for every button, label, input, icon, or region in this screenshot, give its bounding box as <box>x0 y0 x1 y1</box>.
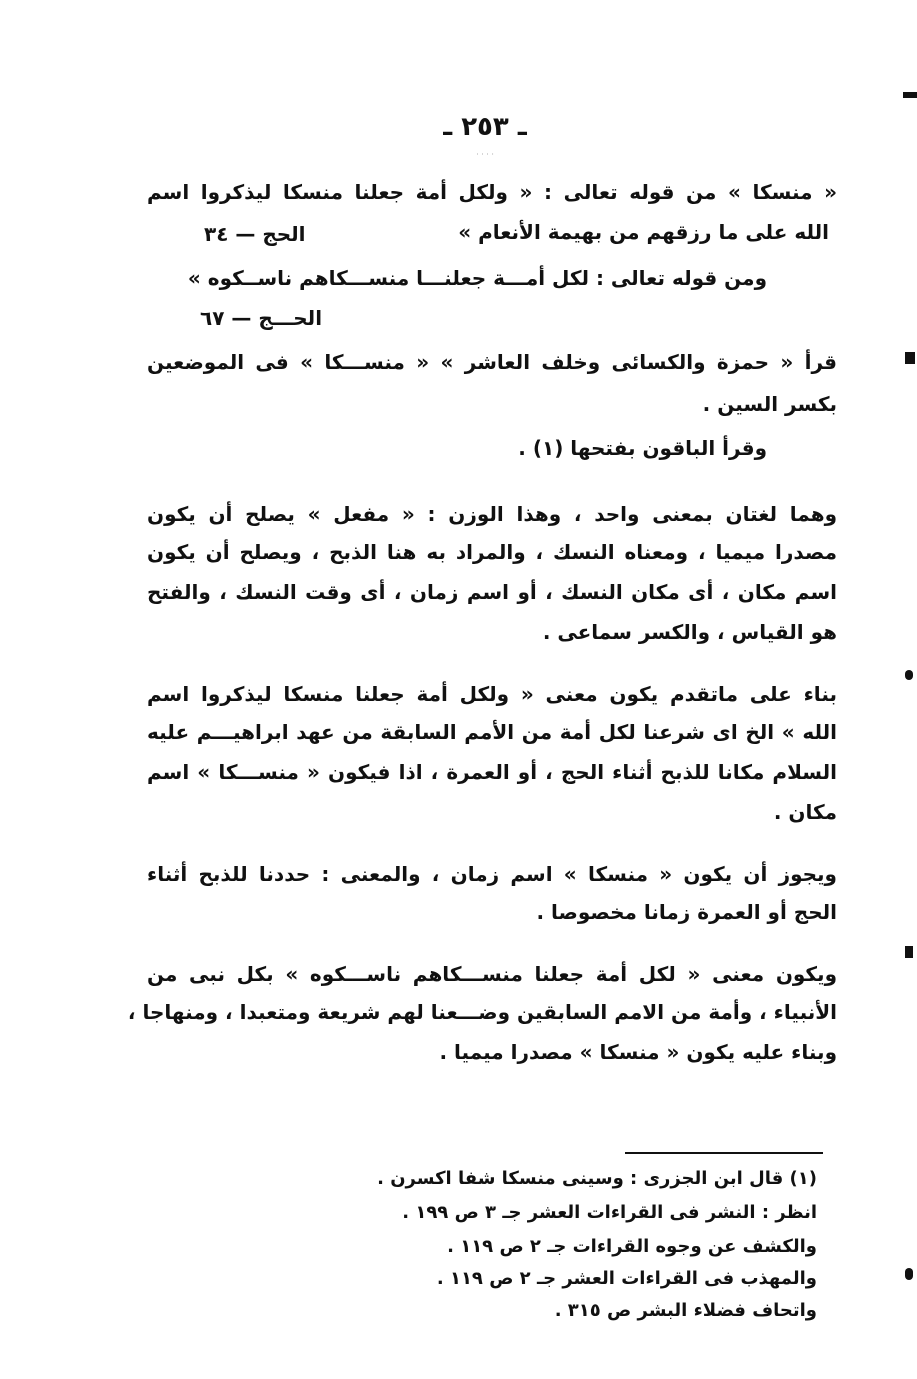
footnote-separator <box>625 1152 823 1154</box>
text-line: اسم مكان ، أى مكان النسك ، أو اسم زمان ، أى وقت النسك ، والفتح <box>147 580 837 604</box>
text-line: قرأ « حمزة والكسائى وخلف العاشر » « منســـكا » فى الموضعين <box>147 350 837 374</box>
text-line: ومن قوله تعالى : لكل أمـــة جعلنـــا منســـكاهم ناســكوه » <box>187 266 767 290</box>
text-line: ويجوز أن يكون « منسكا » اسم زمان ، والمعنى : حددنا للذبح أثناء <box>147 862 837 886</box>
text-line: مصدرا ميميا ، ومعناه النسك ، والمراد به هنا الذبح ، ويصلح أن يكون <box>147 540 837 564</box>
quran-reference: الحج — ٣٤ <box>204 222 306 246</box>
quran-reference: الحـــج — ٦٧ <box>200 306 323 330</box>
text-line: هو القياس ، والكسر سماعى . <box>542 620 837 644</box>
text-line: الأنبياء ، وأمة من الامم السابقين وضـــعنا لهم شريعة ومتعبدا ، ومنهاجا ، <box>127 1000 837 1024</box>
footnote-line: والكشف عن وجوه القراءات جـ ٢ ص ١١٩ . <box>447 1236 817 1257</box>
text-line: الحج أو العمرة زمانا مخصوصا . <box>536 900 837 924</box>
scan-edge-mark <box>905 946 913 958</box>
page-number-underline-text: · · · · <box>476 150 494 159</box>
page-number: ـ ٢٥٣ ـ <box>443 112 527 142</box>
footnote-line: والمهذب فى القراءات العشر جـ ٢ ص ١١٩ . <box>436 1268 817 1289</box>
text-line: الله على ما رزقهم من بهيمة الأنعام » <box>458 220 829 244</box>
text-line: وهما لغتان بمعنى واحد ، وهذا الوزن : « مفعل » يصلح أن يكون <box>147 502 837 526</box>
text-line: الله » الخ اى شرعنا لكل أمة من الأمم السابقة من عهد ابراهيـــم عليه <box>147 720 837 744</box>
scan-edge-mark <box>905 352 915 364</box>
text-line: السلام مكانا للذبح أثناء الحج ، أو العمرة ، اذا فيكون « منســـكا » اسم <box>147 760 837 784</box>
text-line: ويكون معنى « لكل أمة جعلنا منســـكاهم ناســـكوه » بكل نبى من <box>147 962 837 986</box>
text-line: بكسر السين . <box>702 392 837 416</box>
text-line: بناء على ماتقدم يكون معنى « ولكل أمة جعلنا منسكا ليذكروا اسم <box>147 682 837 706</box>
text-line: « منسكا » من قوله تعالى : « ولكل أمة جعلنا منسكا ليذكروا اسم <box>147 180 837 204</box>
text-line: وقرأ الباقون بفتحها (١) . <box>518 436 767 460</box>
footnote-line: واتحاف فضلاء البشر ص ٣١٥ . <box>554 1300 817 1321</box>
scan-edge-mark <box>903 92 917 98</box>
footnote-line: انظر : النشر فى القراءات العشر جـ ٣ ص ١٩٩ . <box>402 1202 817 1223</box>
scan-edge-mark <box>905 670 913 680</box>
text-line: وبناء عليه يكون « منسكا » مصدرا ميميا . <box>439 1040 837 1064</box>
footnote-line: (١) قال ابن الجزرى : وسينى منسكا شفا اكسرن . <box>377 1168 817 1189</box>
text-line: مكان . <box>773 800 837 824</box>
scan-edge-mark <box>905 1268 913 1280</box>
